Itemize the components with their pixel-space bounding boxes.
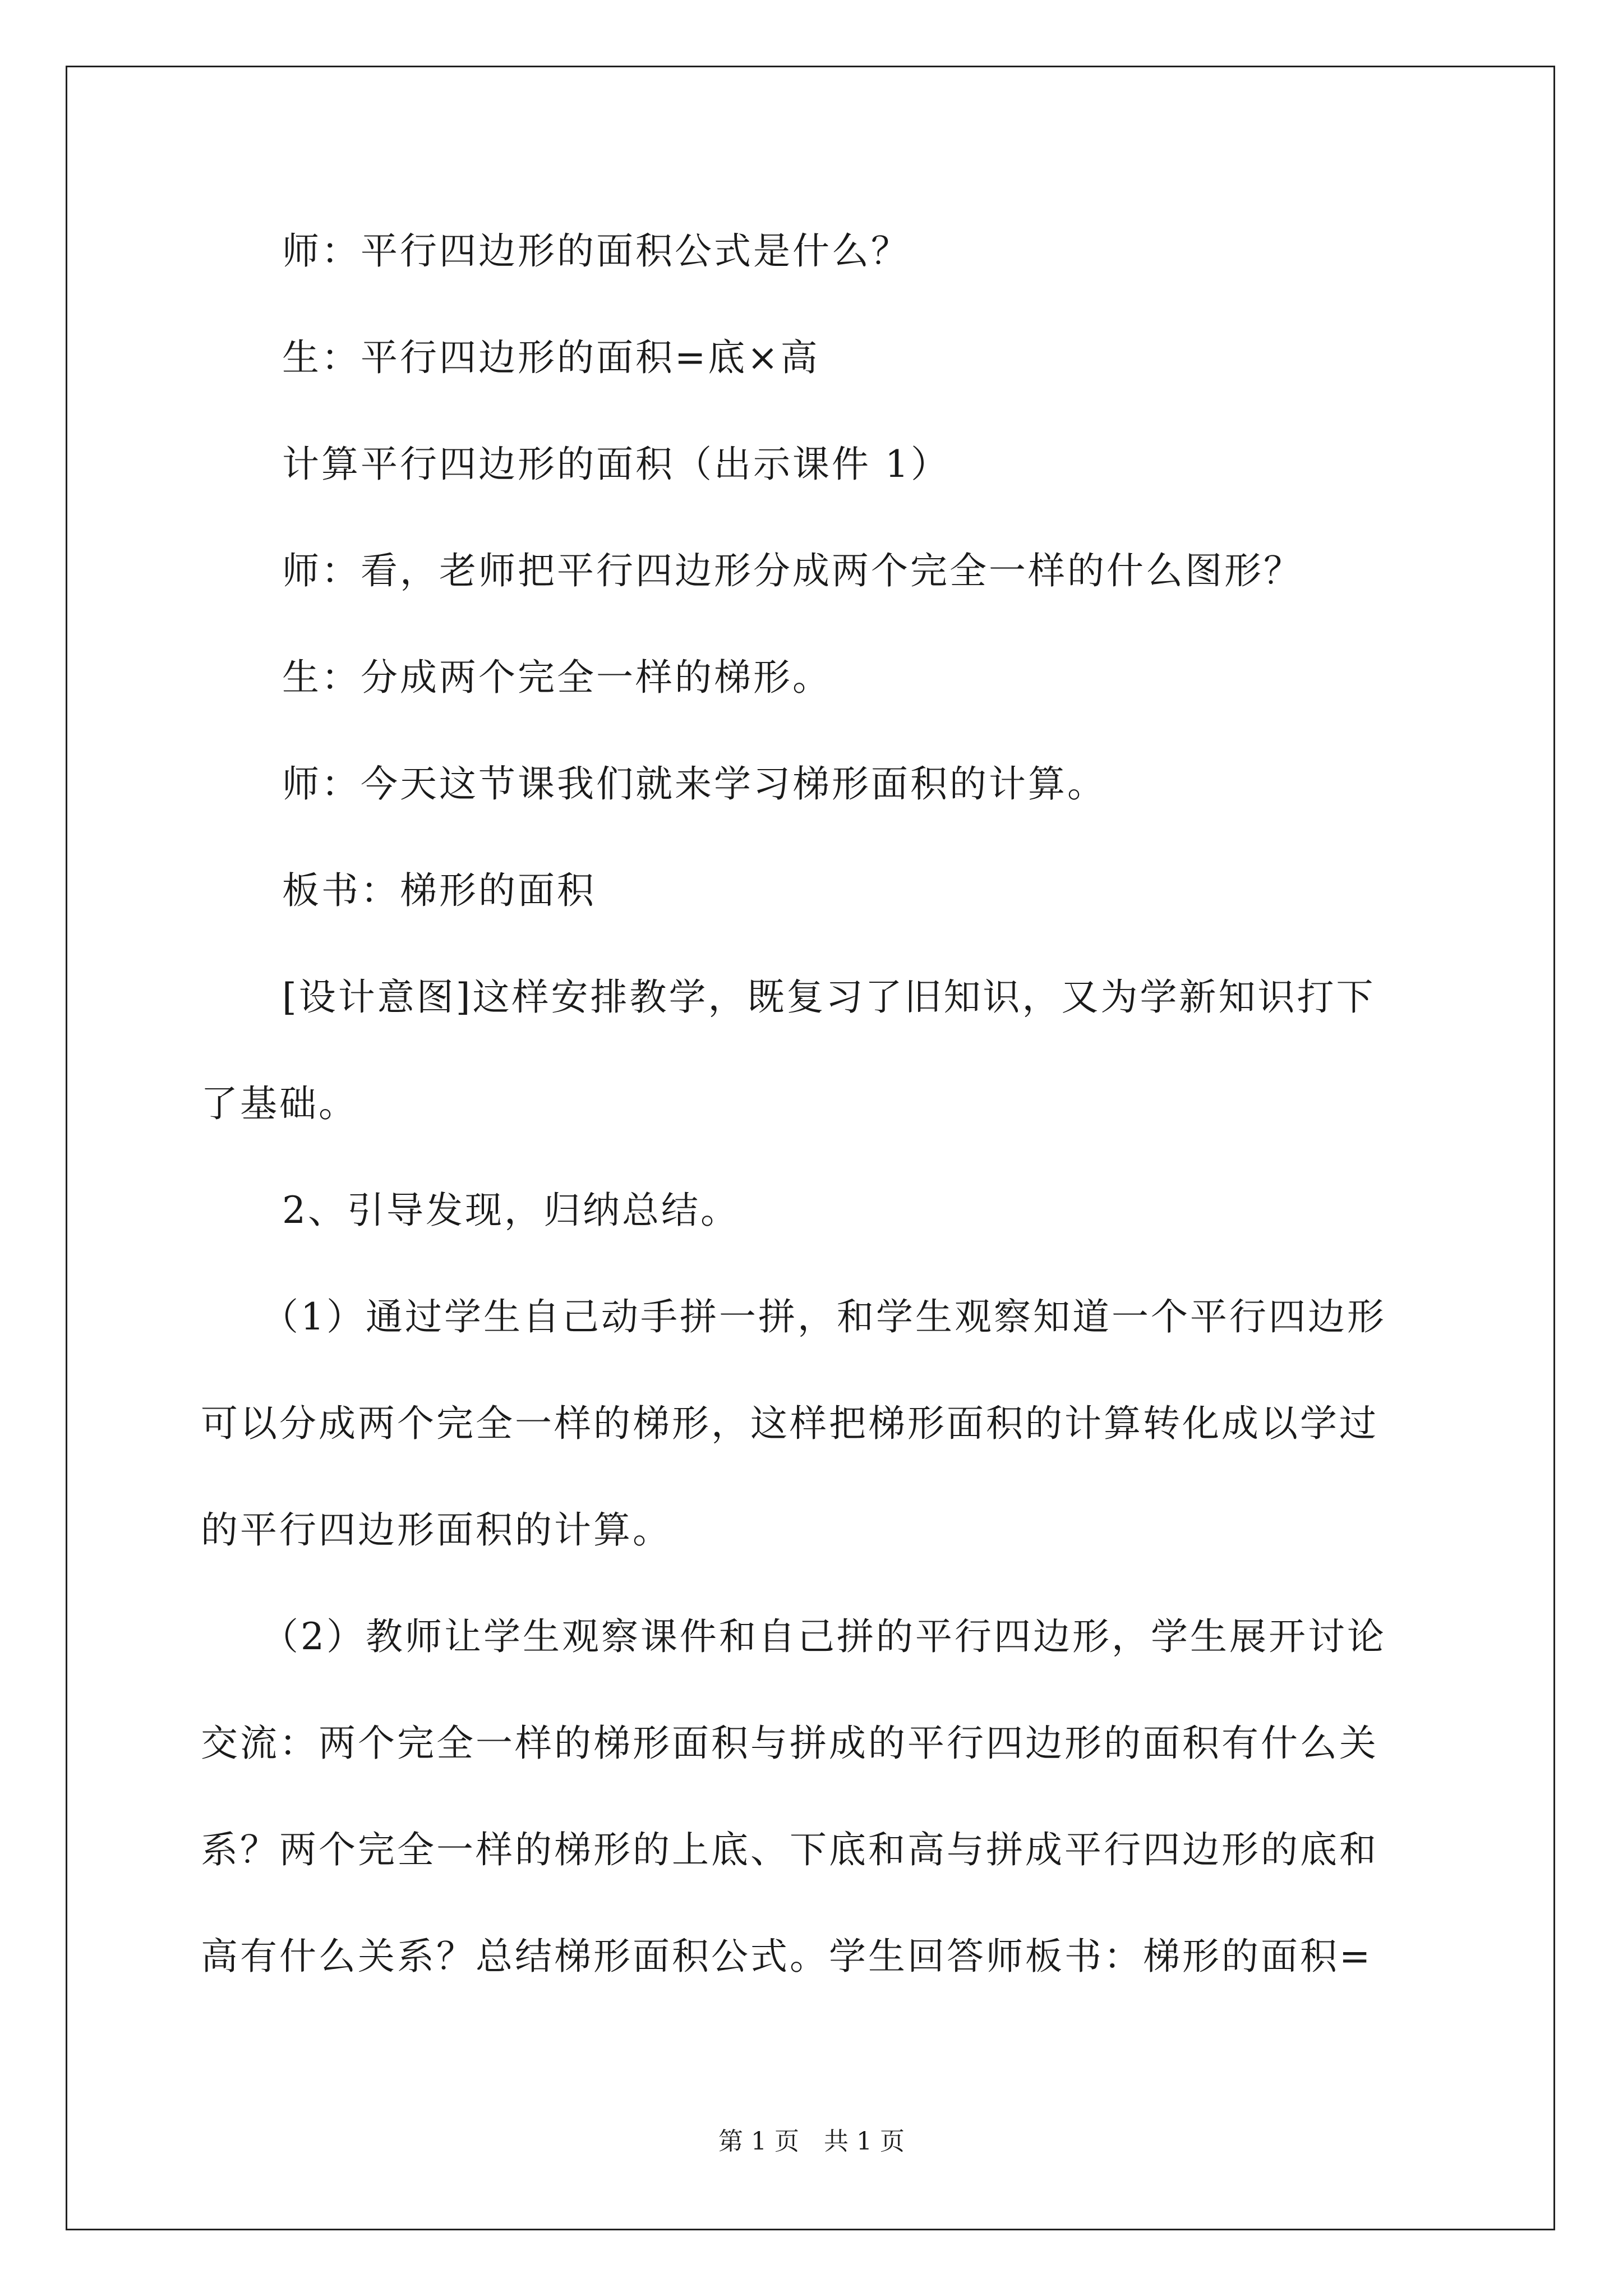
paragraph-line: 的平行四边形面积的计算。 xyxy=(201,1508,672,1552)
paragraph-line: 师：今天这节课我们就来学习梯形面积的计算。 xyxy=(282,762,1106,806)
paragraph-line: 生：平行四边形的面积=底×高 xyxy=(282,336,820,379)
paragraph-line: [设计意图]这样安排教学，既复习了旧知识，又为学新知识打下 xyxy=(282,976,1376,1019)
page-footer: 第 1 页 共 1 页 xyxy=(718,2127,905,2156)
paragraph-line: 计算平行四边形的面积（出示课件 1） xyxy=(282,443,950,486)
paragraph-line: 了基础。 xyxy=(201,1082,358,1125)
paragraph-line: 高有什么关系？总结梯形面积公式。学生回答师板书：梯形的面积= xyxy=(201,1935,1373,1978)
paragraph-line: 师：平行四边形的面积公式是什么？ xyxy=(282,229,910,273)
paragraph-line: 师：看，老师把平行四边形分成两个完全一样的什么图形？ xyxy=(282,549,1303,592)
paragraph-line: （1）通过学生自己动手拼一拼，和学生观察知道一个平行四边形 xyxy=(261,1295,1386,1338)
paragraph-line: 2、引导发现，归纳总结。 xyxy=(282,1189,740,1232)
paragraph-line: （2）教师让学生观察课件和自己拼的平行四边形，学生展开讨论 xyxy=(261,1615,1386,1658)
paragraph-line: 系？两个完全一样的梯形的上底、下底和高与拼成平行四边形的底和 xyxy=(201,1828,1378,1871)
paragraph-line: 交流：两个完全一样的梯形面积与拼成的平行四边形的面积有什么关 xyxy=(201,1722,1378,1765)
paragraph-line: 生：分成两个完全一样的梯形。 xyxy=(282,656,832,699)
paragraph-line: 板书：梯形的面积 xyxy=(282,869,596,912)
paragraph-line: 可以分成两个完全一样的梯形，这样把梯形面积的计算转化成以学过 xyxy=(201,1402,1378,1445)
page-border xyxy=(66,66,1555,2230)
